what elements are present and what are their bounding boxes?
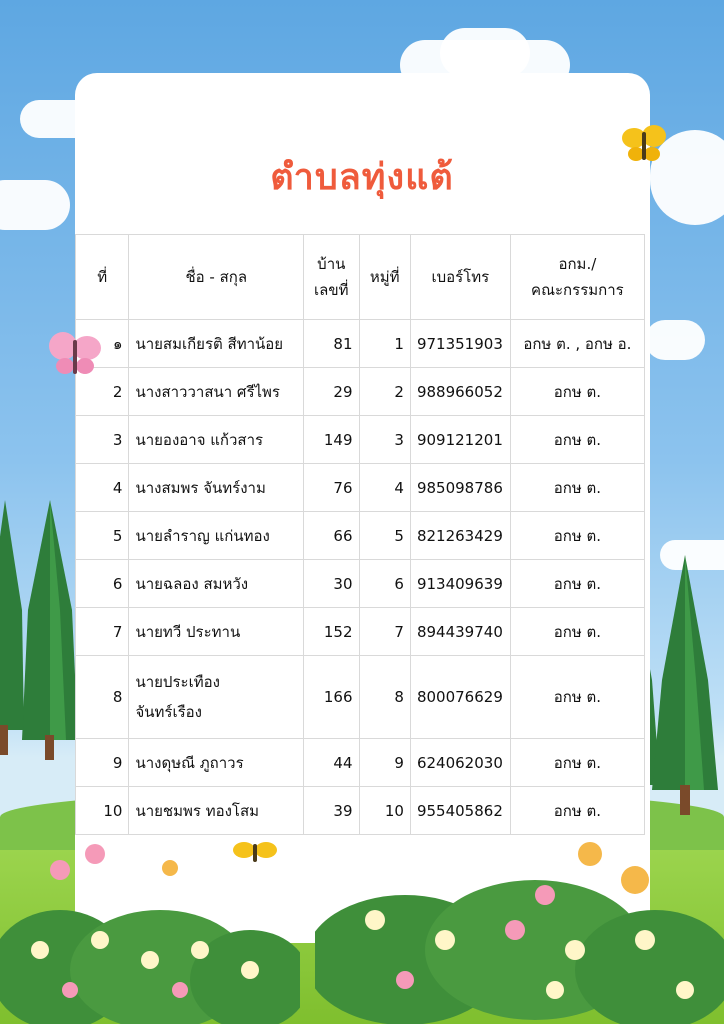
cell-no: 9 (76, 739, 129, 787)
table-row (76, 512, 645, 560)
cell-phone: 988966052 (410, 368, 510, 416)
header-committee (510, 235, 644, 320)
cell-committee: อกษ ต. (510, 787, 644, 835)
cell-name: นางดุษณี ภูถาวร (129, 739, 304, 787)
cell-phone: 800076629 (410, 656, 510, 739)
cell-moo: 4 (359, 464, 410, 512)
cell-house: 39 (304, 787, 359, 835)
cell-phone: 971351903 (410, 320, 510, 368)
butterfly-yellow-icon (620, 122, 668, 168)
table-row (76, 464, 645, 512)
cloud (645, 320, 705, 360)
table-row (76, 368, 645, 416)
cell-committee: อกษ ต. (510, 368, 644, 416)
cell-phone: 894439740 (410, 608, 510, 656)
cloud (440, 28, 530, 78)
cell-name (129, 656, 304, 739)
cell-committee: อกษ ต. (510, 739, 644, 787)
cell-house: 76 (304, 464, 359, 512)
header-no: ที่ (76, 235, 129, 320)
flower-bush-icon (315, 840, 724, 1024)
header-moo: หมู่ที่ (359, 235, 410, 320)
cell-name: นางสาววาสนา ศรีไพร (129, 368, 304, 416)
header-committee-line2: คณะกรรมการ (531, 281, 624, 299)
cell-house: 152 (304, 608, 359, 656)
cell-committee: อกษ ต. (510, 608, 644, 656)
cell-name: นายสมเกียรติ สีทาน้อย (129, 320, 304, 368)
cell-name: นายทวี ประทาน (129, 608, 304, 656)
cell-committee: อกษ ต. , อกษ อ. (510, 320, 644, 368)
cell-moo: 10 (359, 787, 410, 835)
table-row (76, 656, 645, 739)
cell-committee: อกษ ต. (510, 560, 644, 608)
cell-name: นายองอาจ แก้วสาร (129, 416, 304, 464)
cell-no: ๑ (76, 320, 129, 368)
cell-committee: อกษ ต. (510, 464, 644, 512)
cell-name: นายชมพร ทองโสม (129, 787, 304, 835)
cell-no: 7 (76, 608, 129, 656)
cell-no: 4 (76, 464, 129, 512)
header-phone: เบอร์โทร (410, 235, 510, 320)
cell-no: 3 (76, 416, 129, 464)
table-row (76, 416, 645, 464)
cell-no: 8 (76, 656, 129, 739)
cell-moo: 1 (359, 320, 410, 368)
cell-phone: 821263429 (410, 512, 510, 560)
cell-house: 149 (304, 416, 359, 464)
cell-phone: 985098786 (410, 464, 510, 512)
page-title: ตำบลทุ่งแต้ (270, 157, 454, 198)
cell-moo: 8 (359, 656, 410, 739)
cell-no: 6 (76, 560, 129, 608)
cell-committee: อกษ ต. (510, 656, 644, 739)
cell-name: นายฉลอง สมหวัง (129, 560, 304, 608)
cell-phone: 955405862 (410, 787, 510, 835)
header-committee-line1: อกม./ (558, 255, 597, 273)
cell-name: นายลำราญ แก่นทอง (129, 512, 304, 560)
flower-bush-icon (0, 840, 300, 1024)
cell-moo: 3 (359, 416, 410, 464)
cell-phone: 909121201 (410, 416, 510, 464)
cell-moo: 7 (359, 608, 410, 656)
table-row (76, 739, 645, 787)
cell-house: 44 (304, 739, 359, 787)
cell-name: นางสมพร จันทร์งาม (129, 464, 304, 512)
cell-house: 30 (304, 560, 359, 608)
header-name: ชื่อ - สกุล (129, 235, 304, 320)
cell-house: 166 (304, 656, 359, 739)
cell-house: 66 (304, 512, 359, 560)
cell-phone: 624062030 (410, 739, 510, 787)
table-row (76, 787, 645, 835)
cell-name-line1: นายประเทือง (135, 673, 220, 691)
cell-no: 2 (76, 368, 129, 416)
cell-committee: อกษ ต. (510, 512, 644, 560)
header-house-line1: บ้าน (317, 255, 346, 273)
cell-moo: 2 (359, 368, 410, 416)
butterfly-pink-icon (45, 328, 105, 382)
cell-phone: 913409639 (410, 560, 510, 608)
table-row (76, 320, 645, 368)
tree-icon (0, 490, 80, 770)
cell-moo: 5 (359, 512, 410, 560)
cell-committee: อกษ ต. (510, 416, 644, 464)
table-row (76, 560, 645, 608)
table-row (76, 608, 645, 656)
cell-moo: 6 (359, 560, 410, 608)
cell-moo: 9 (359, 739, 410, 787)
cell-house: 29 (304, 368, 359, 416)
header-house-line2: เลขที่ (314, 281, 349, 299)
cell-no: 10 (76, 787, 129, 835)
header-house (304, 235, 359, 320)
cell-no: 5 (76, 512, 129, 560)
table-header-row (76, 235, 645, 320)
member-table (75, 234, 645, 835)
cell-name-line2: จันทร์เรือง (135, 703, 202, 721)
cell-house: 81 (304, 320, 359, 368)
